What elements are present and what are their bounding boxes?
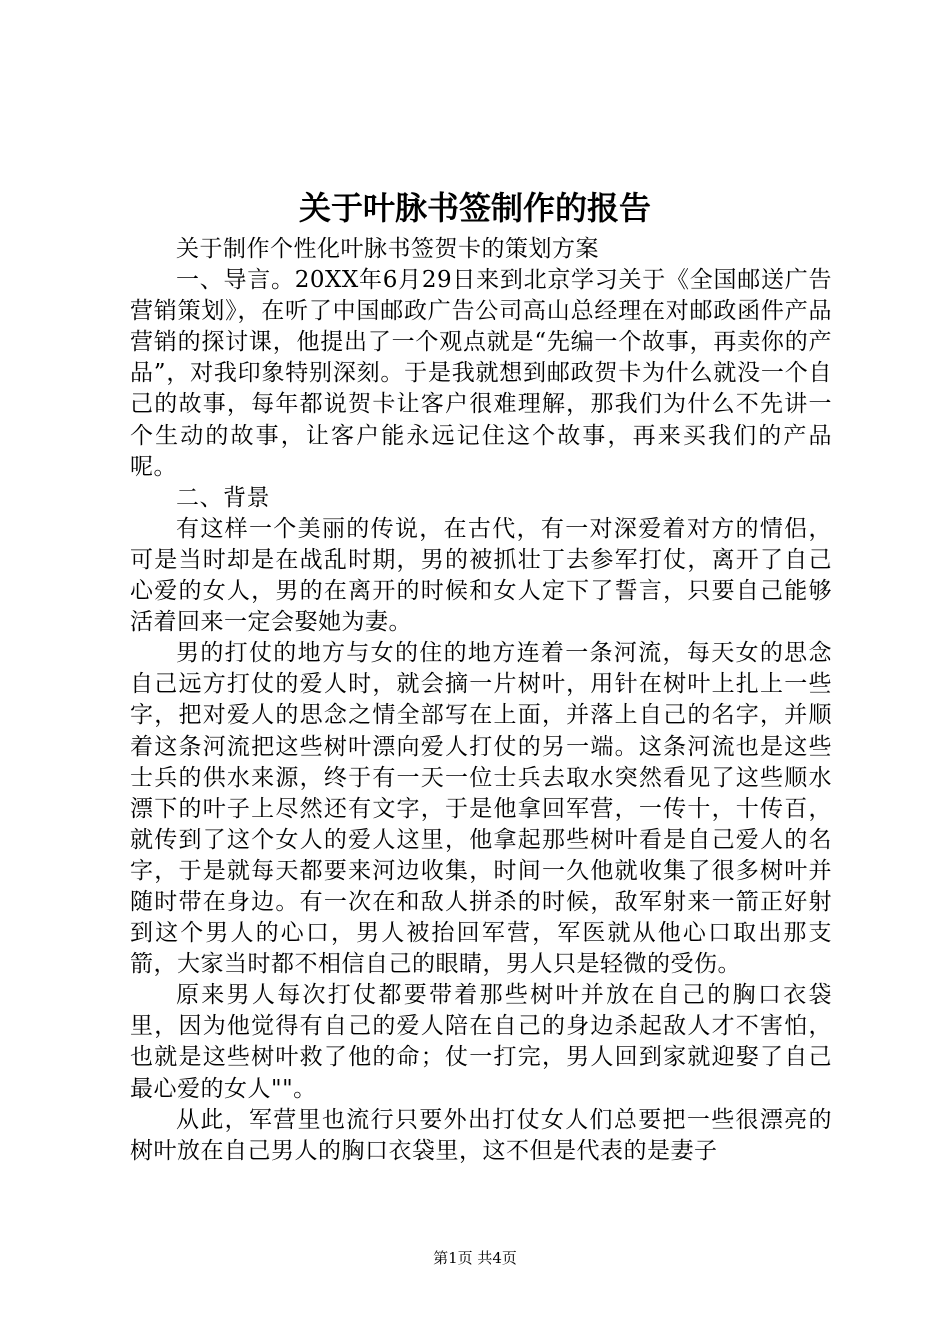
paragraph-introduction: 一、导言。20XX年6月29日来到北京学习关于《全国邮送广告营销策划》，在听了中国邮政广告公司高山总经理在对邮政函件产品营销的探讨课，他提出了一个观点就是“先编一个故事，再卖你的产品”，对我印象特别深刻。于是我就想到邮政贺卡为什么就没一个自己的故事，每年都说贺卡让客户很难理解，那我们为什么不先讲一个生动的故事，让客户能永远记住这个故事，再来买我们的产品呢。 xyxy=(130,267,832,480)
paragraph-custom: 从此，军营里也流行只要外出打仗女人们总要把一些很漂亮的树叶放在自己男人的胸口衣袋里，这不但是代表的是妻子 xyxy=(130,1106,832,1164)
paragraph-pocket: 原来男人每次打仗都要带着那些树叶并放在自己的胸口衣袋里，因为他觉得有自己的爱人陪在自己的身边杀起敌人才不害怕，也就是这些树叶救了他的命；仗一打完，男人回到家就迎娶了自己最心爱的女人""。 xyxy=(130,982,832,1102)
document-body xyxy=(130,234,832,1167)
paragraph-background-heading: 二、背景 xyxy=(176,484,270,511)
paragraph-river: 男的打仗的地方与女的住的地方连着一条河流，每天女的思念自己远方打仗的爱人时，就会摘一片树叶，用针在树叶上扎上一些字，把对爱人的思念之情全部写在上面，并落上自己的名字，并顺着这条河流把这些树叶漂向爱人打仗的另一端。这条河流也是这些士兵的供水来源，终于有一天一位士兵去取水突然看见了这些顺水漂下的叶子上尽然还有文字，于是他拿回军营，一传十，十传百，就传到了这个女人的爱人这里，他拿起那些树叶看是自己爱人的名字，于是就每天都要来河边收集，时间一久他就收集了很多树叶并随时带在身边。有一次在和敌人拼杀的时候，敌军射来一箭正好射到这个男人的心口，男人被抬回军营，军医就从他心口取出那支箭，大家当时都不相信自己的眼睛，男人只是轻微的受伤。 xyxy=(130,640,832,978)
page-footer: 第1页 共4页 xyxy=(433,1249,517,1267)
page-title: 关于叶脉书签制作的报告 xyxy=(298,189,651,227)
paragraph-legend: 有这样一个美丽的传说，在古代，有一对深爱着对方的情侣，可是当时却是在战乱时期，男的被抓壮丁去参军打仗，离开了自己心爱的女人，男的在离开的时候和女人定下了誓言，只要自己能够活着回来一定会娶她为妻。 xyxy=(130,515,832,636)
paragraph-subtitle: 关于制作个性化叶脉书签贺卡的策划方案 xyxy=(176,236,599,262)
